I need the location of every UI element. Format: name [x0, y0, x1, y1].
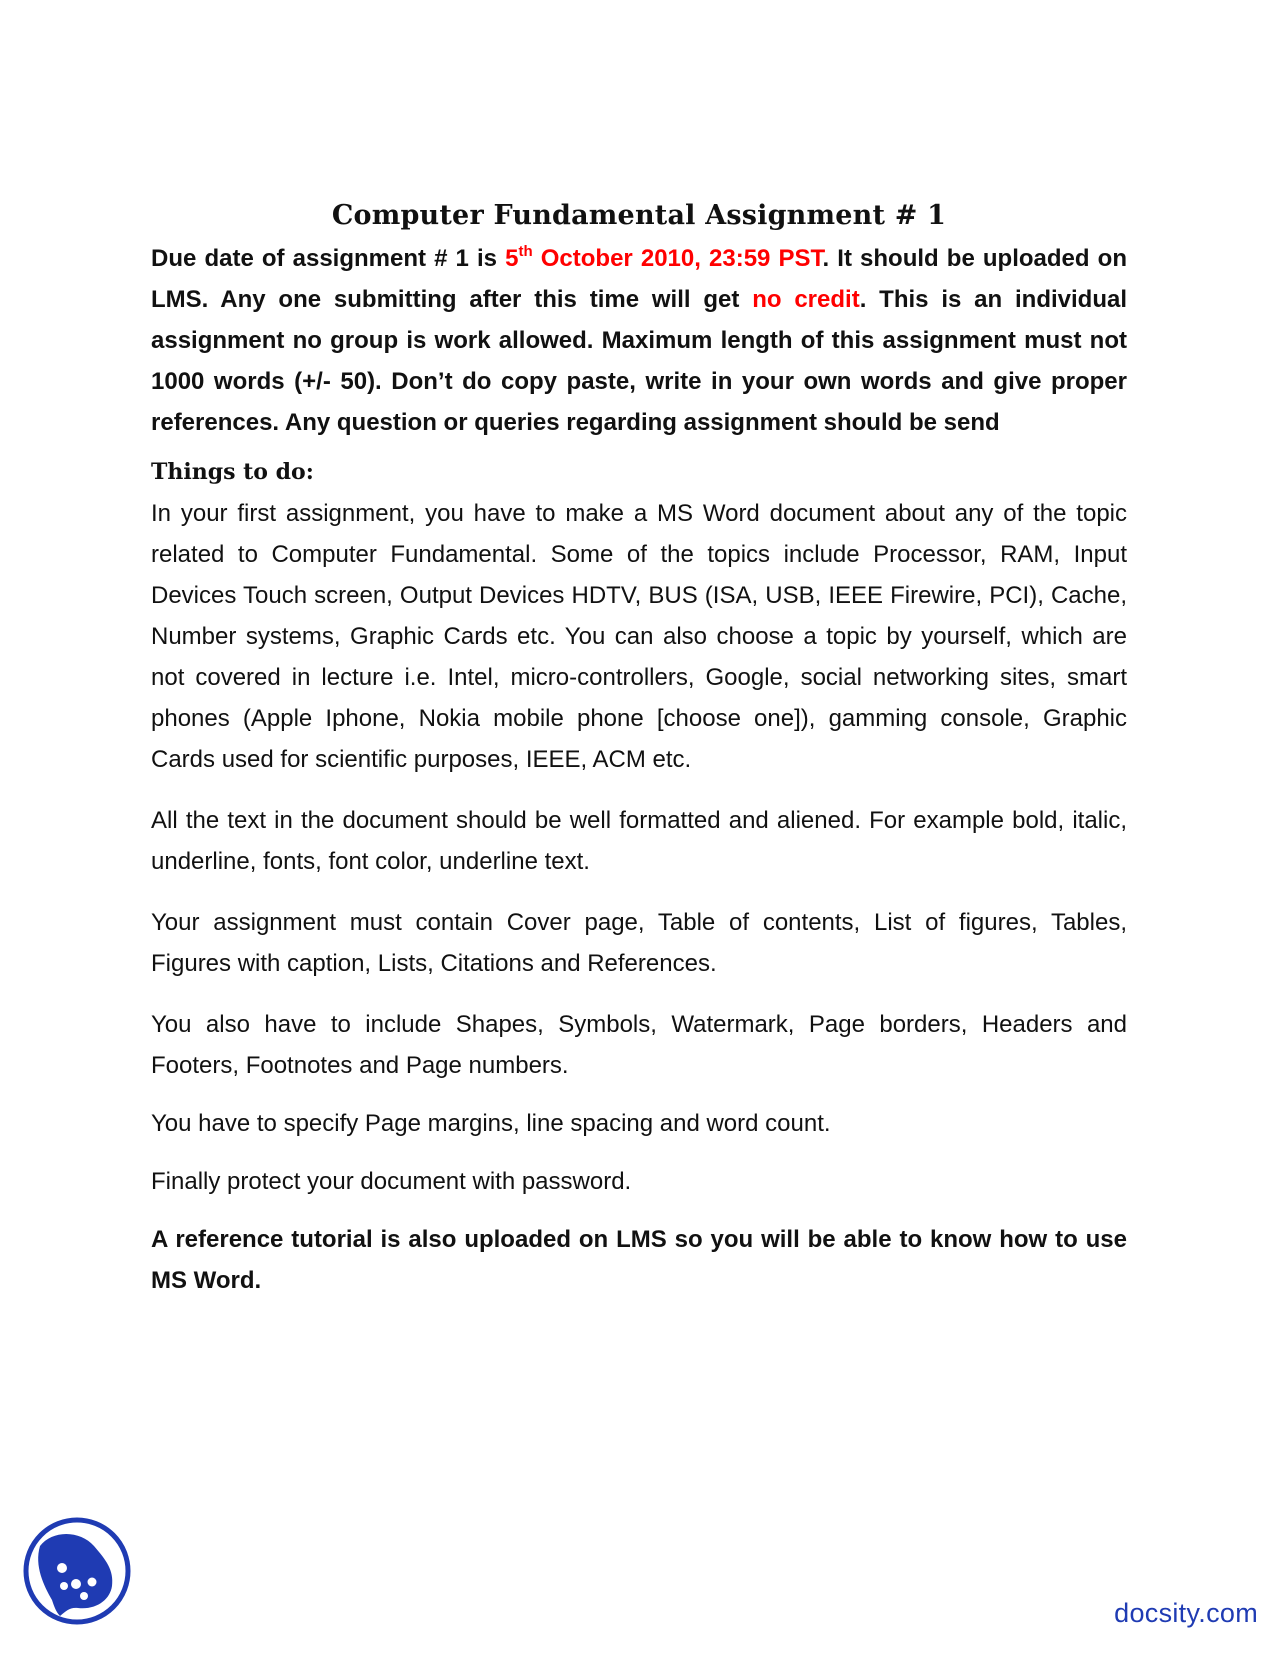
- elements-paragraph: You also have to include Shapes, Symbols, Watermark, Page borders, Headers and Footers, Footnotes and Page numbers.: [151, 1011, 1127, 1079]
- closing-paragraph: A reference tutorial is also uploaded on LMS so you will be able to know how to use MS Word.: [151, 1226, 1127, 1294]
- due-date-day: 5: [505, 245, 519, 272]
- intro-text-3: . This is an individual assignment no group is work allowed. Maximum length of this assignment must not 1000 words (+/- 50). Don’t do copy paste, write in your own words and give proper references. Any question or queries regarding assignment should be send: [151, 286, 1128, 436]
- document-title: Computer Fundamental Assignment # 1: [331, 200, 947, 231]
- docsity-logo-icon: [22, 1516, 132, 1626]
- topics-paragraph: In your first assignment, you have to make a MS Word document about any of the topic related to Computer Fundamental. Some of the topics include Processor, RAM, Input Devices Touch screen, Output Devices HDTV, BUS (ISA, USB, IEEE Firewire, PCI), Cache, Number systems, Graphic Cards etc. You can also choose a topic by yourself, which are not covered in lecture i.e. Intel, micro-controllers, Google, social networking sites, smart phones (Apple Iphone, Nokia mobile phone [choose one]), gamming console, Graphic Cards used for scientific purposes, IEEE, ACM etc.: [151, 500, 1127, 773]
- docsity-brand-link[interactable]: docsity.com: [1114, 1598, 1258, 1628]
- password-paragraph: Finally protect your document with password.: [151, 1168, 632, 1195]
- intro-text-2: . It should be uploaded on LMS. Any one submitting after this time will get: [151, 245, 1127, 313]
- things-to-do-heading: Things to do:: [151, 459, 314, 485]
- due-date-rest: October 2010, 23:59 PST: [532, 245, 823, 272]
- no-credit-text: no credit: [752, 286, 860, 313]
- formatting-paragraph: All the text in the document should be well formatted and aliened. For example bold, italic, underline, fonts, font color, underline text.: [151, 807, 1127, 875]
- due-date: [505, 245, 822, 272]
- contents-paragraph: Your assignment must contain Cover page, Table of contents, List of figures, Tables, Figures with caption, Lists, Citations and References.: [151, 909, 1127, 977]
- intro-paragraph: [151, 238, 1127, 443]
- due-date-suffix: th: [518, 243, 533, 260]
- margins-paragraph: You have to specify Page margins, line spacing and word count.: [151, 1110, 831, 1137]
- document-body: [151, 198, 1127, 1301]
- intro-text-1: Due date of assignment # 1 is: [151, 245, 506, 272]
